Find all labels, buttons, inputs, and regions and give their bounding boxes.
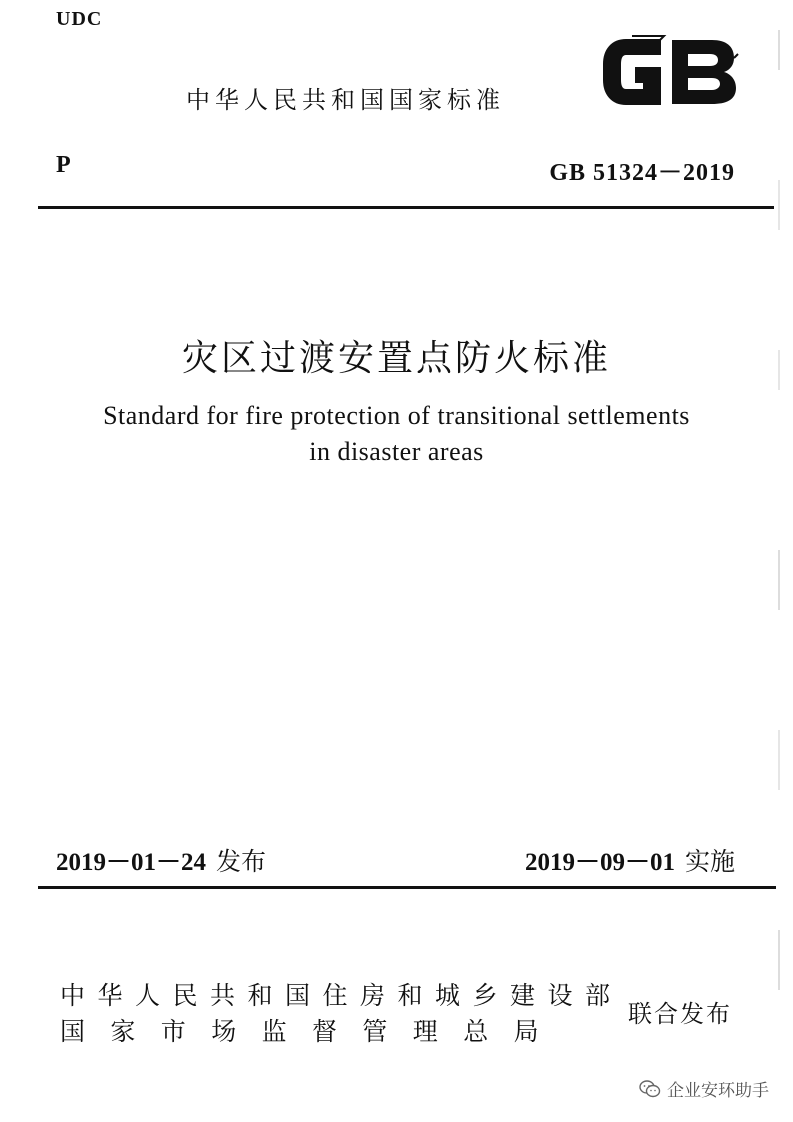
title-english bbox=[40, 398, 753, 470]
implement-date: 2019－09－01 bbox=[524, 849, 675, 876]
implement-date-block bbox=[525, 842, 735, 878]
joint-issue-label: 联合发布 bbox=[628, 1000, 732, 1028]
scan-edge-marks bbox=[777, 30, 781, 1090]
issue-date-block bbox=[56, 842, 266, 878]
wechat-icon bbox=[639, 1080, 661, 1098]
title-english-line1: Standard for fire protection of transitional settlements bbox=[103, 401, 690, 430]
issuer-administration: 国家市场监督管理总局 bbox=[60, 1017, 565, 1046]
udc-label: UDC bbox=[56, 8, 103, 30]
watermark bbox=[639, 1076, 769, 1101]
implement-label: 实施 bbox=[684, 847, 735, 876]
standard-number: GB 51324－2019 bbox=[549, 160, 735, 186]
national-standard-heading: 中华人民共和国国家标准 bbox=[186, 86, 505, 114]
title-english-line2: in disaster areas bbox=[309, 437, 484, 466]
issue-date: 2019－01－24 bbox=[56, 849, 207, 876]
bottom-divider bbox=[38, 886, 776, 889]
issue-label: 发布 bbox=[216, 847, 267, 876]
issuer-ministry: 中华人民共和国住房和城乡建设部 bbox=[60, 981, 623, 1010]
gb-logo-icon bbox=[598, 34, 740, 110]
top-divider bbox=[38, 206, 774, 209]
category-code: P bbox=[56, 152, 71, 178]
title-chinese: 灾区过渡安置点防火标准 bbox=[181, 338, 611, 379]
watermark-text: 企业安环助手 bbox=[667, 1081, 769, 1101]
